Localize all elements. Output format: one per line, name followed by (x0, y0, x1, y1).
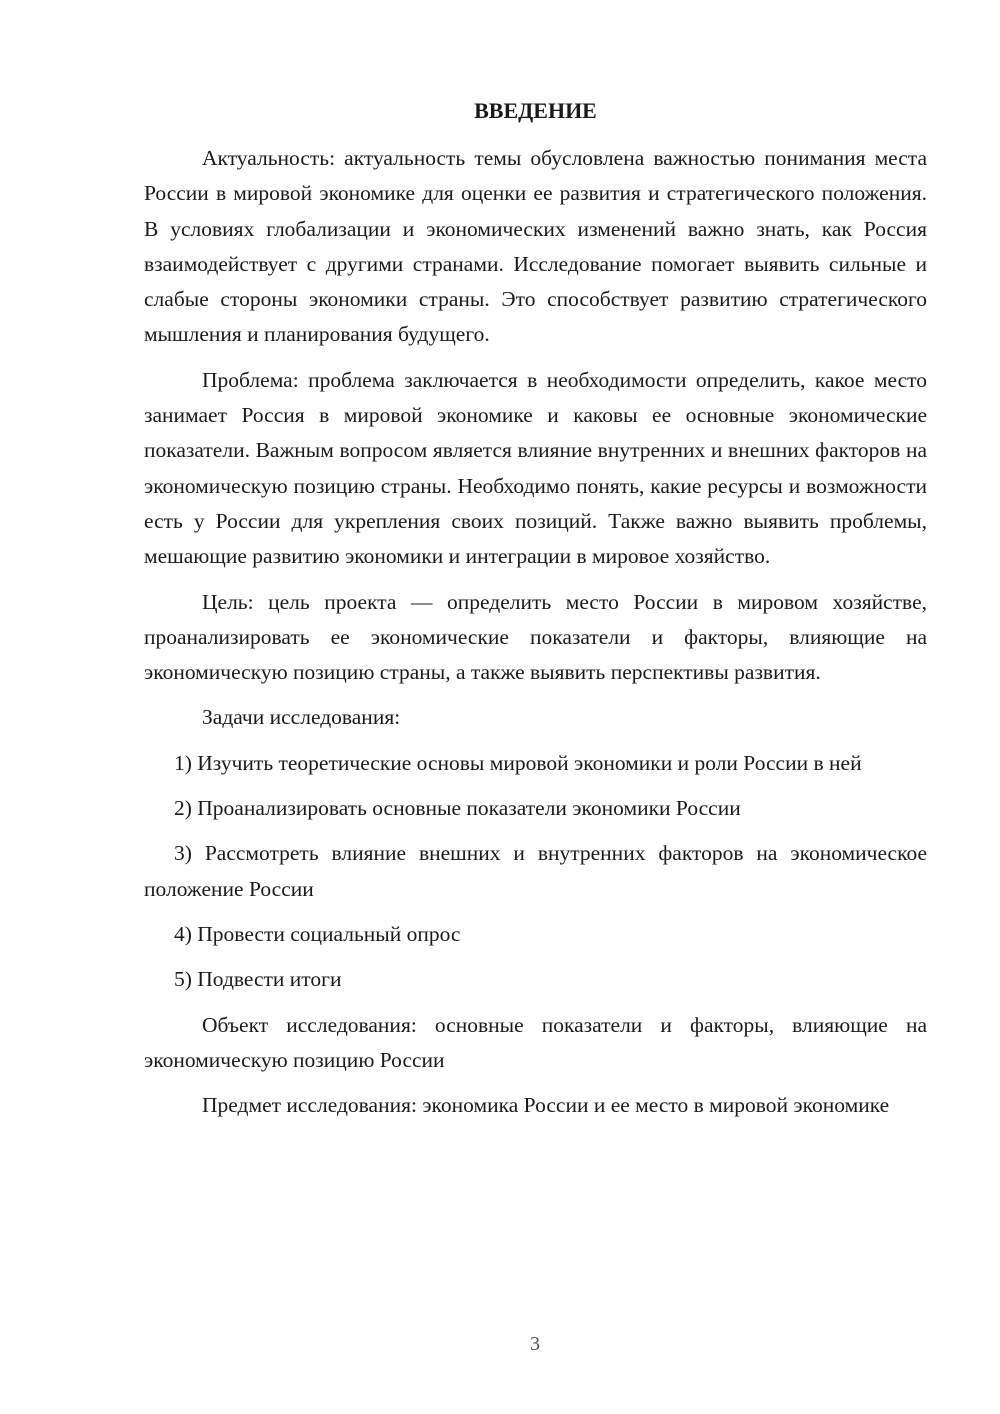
task-item-1: 1) Изучить теоретические основы мировой экономики и роли России в ней (174, 750, 862, 775)
page-title: ВВЕДЕНИЕ (474, 98, 597, 123)
relevance-paragraph: Актуальность: актуальность темы обусловлена важностью понимания места России в мировой экономике для оценки ее развития и стратегического положения. В условиях глобализации и экономических изменений важно знать, как Россия взаимодействует с другими странами. Исследование помогает выявить сильные и слабые стороны экономики страны. Это способствует развитию стратегического мышления и планирования будущего. (144, 146, 927, 347)
object-paragraph: Объект исследования: основные показатели и факторы, влияющие на экономическую позицию России (144, 1012, 927, 1072)
task-item-3: 3) Рассмотреть влияние внешних и внутренних факторов на экономическое положение России (144, 841, 927, 901)
task-item-4: 4) Провести социальный опрос (174, 921, 461, 946)
goal-paragraph: Цель: цель проекта — определить место России в мировом хозяйстве, проанализировать ее экономические показатели и факторы, влияющие на экономическую позицию страны, а также выявить перспективы развития. (144, 589, 927, 685)
document-page (144, 93, 927, 1133)
subject-paragraph: Предмет исследования: экономика России и ее место в мировой экономике (202, 1093, 890, 1118)
page-number: 3 (530, 1333, 540, 1355)
task-item-5: 5) Подвести итоги (174, 967, 342, 992)
problem-paragraph: Проблема: проблема заключается в необходимости определить, какое место занимает Россия в мировой экономике и каковы ее основные экономические показатели. Важным вопросом является влияние внутренних и внешних факторов на экономическую позицию страны. Необходимо понять, какие ресурсы и возможности есть у России для укрепления своих позиций. Также важно выявить проблемы, мешающие развитию экономики и интеграции в мировое хозяйство. (144, 367, 927, 569)
tasks-heading: Задачи исследования: (202, 705, 401, 730)
task-item-2: 2) Проанализировать основные показатели экономики России (174, 796, 741, 821)
